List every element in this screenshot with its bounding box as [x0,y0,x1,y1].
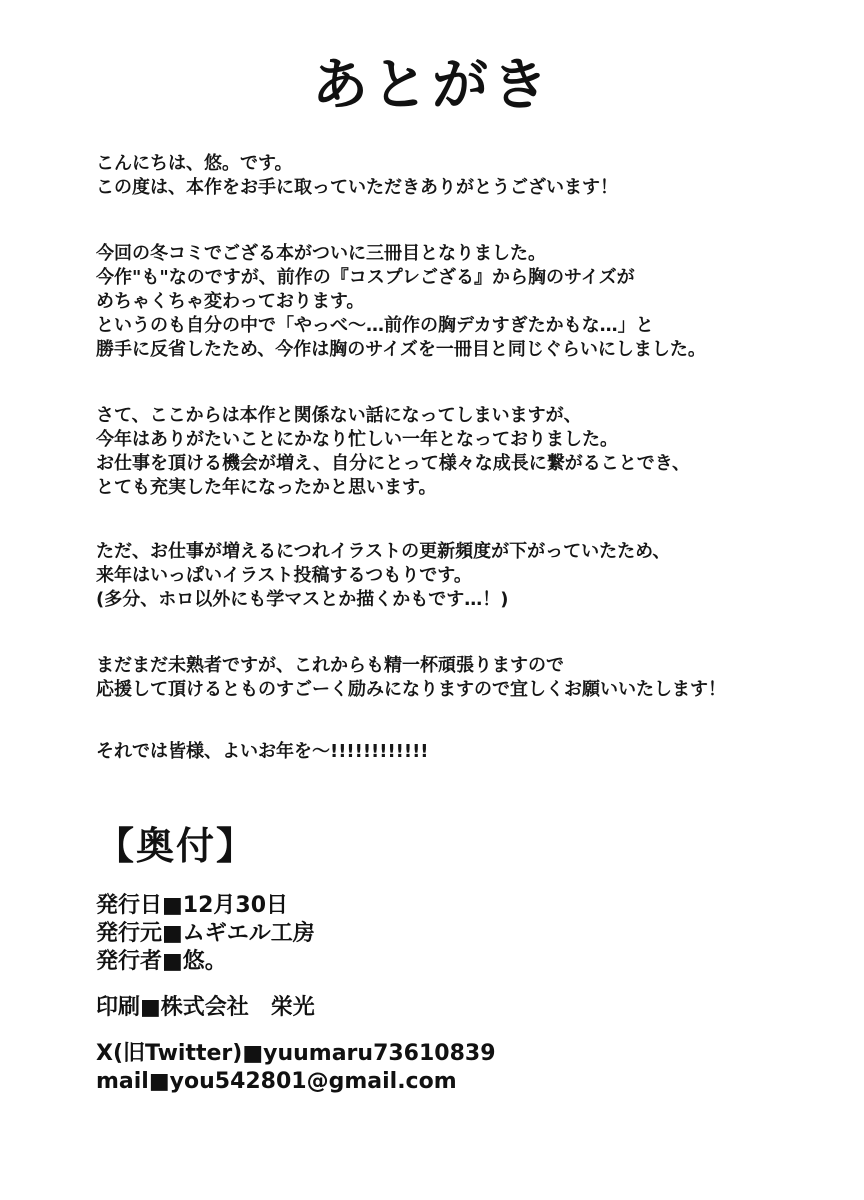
publisher: 発行元■ムギエル工房 [96,921,315,946]
text-line: 勝手に反省したため、今作は胸のサイズを一冊目と同じぐらいにしました。 [96,339,706,360]
paragraph-year-review [96,404,796,500]
text-line: めちゃくちゃ変わっております。 [96,291,365,312]
paragraph-book-notes [96,242,796,362]
text-line: 来年はいっぱいイラスト投稿するつもりです。 [96,565,472,586]
colophon [96,820,736,1096]
afterword-body [96,152,796,806]
text-line: とても充実した年になったかと思います。 [96,477,437,498]
paragraph-greeting [96,152,796,200]
text-line: 応援して頂けるとものすごーく励みになりますので宜しくお願いいたします！ [96,679,726,700]
contacts [96,1040,736,1096]
text-line: この度は、本作をお手に取っていただきありがとうございます！ [96,177,618,198]
text-line: まだまだ未熟者ですが、これからも精一杯頑張りますので [96,655,564,676]
publish-date: 発行日■12月30日 [96,893,289,918]
text-line: 今回の冬コミでござる本がついに三冊目となりました。 [96,243,546,264]
email-address: mail■you542801@gmail.com [96,1069,457,1094]
paragraph-thanks [96,654,796,702]
text-line: というのも自分の中で「やっべ〜…前作の胸デカすぎたかもな…」と [96,315,654,336]
issuer: 発行者■悠。 [96,949,227,974]
page-title: あとがき [312,52,552,118]
text-line: 今作"も"なのですが、前作の『コスプレござる』から胸のサイズが [96,267,635,288]
text-line: (多分、ホロ以外にも学マスとか描くかもです…！) [96,589,509,610]
text-line: 今年はありがたいことにかなり忙しい一年となっておりました。 [96,429,618,450]
twitter-handle: X(旧Twitter)■yuumaru73610839 [96,1041,496,1066]
text-line: それでは皆様、よいお年を〜!!!!!!!!!!!! [96,741,429,762]
paragraph-next-year [96,540,796,612]
printer: 印刷■株式会社 栄光 [96,995,315,1020]
spacer [96,1022,736,1040]
colophon-heading: 【奥付】 [96,824,257,868]
text-line: ただ、お仕事が増えるにつれイラストの更新頻度が下がっていたため、 [96,541,671,562]
spacer [96,976,736,994]
publish-info [96,892,736,976]
text-line: お仕事を頂ける機会が増え、自分にとって様々な成長に繋がることでき、 [96,453,690,474]
text-line: さて、ここからは本作と関係ない話になってしまいますが、 [96,405,582,426]
paragraph-farewell [96,740,796,764]
text-line: こんにちは、悠。です。 [96,153,293,174]
